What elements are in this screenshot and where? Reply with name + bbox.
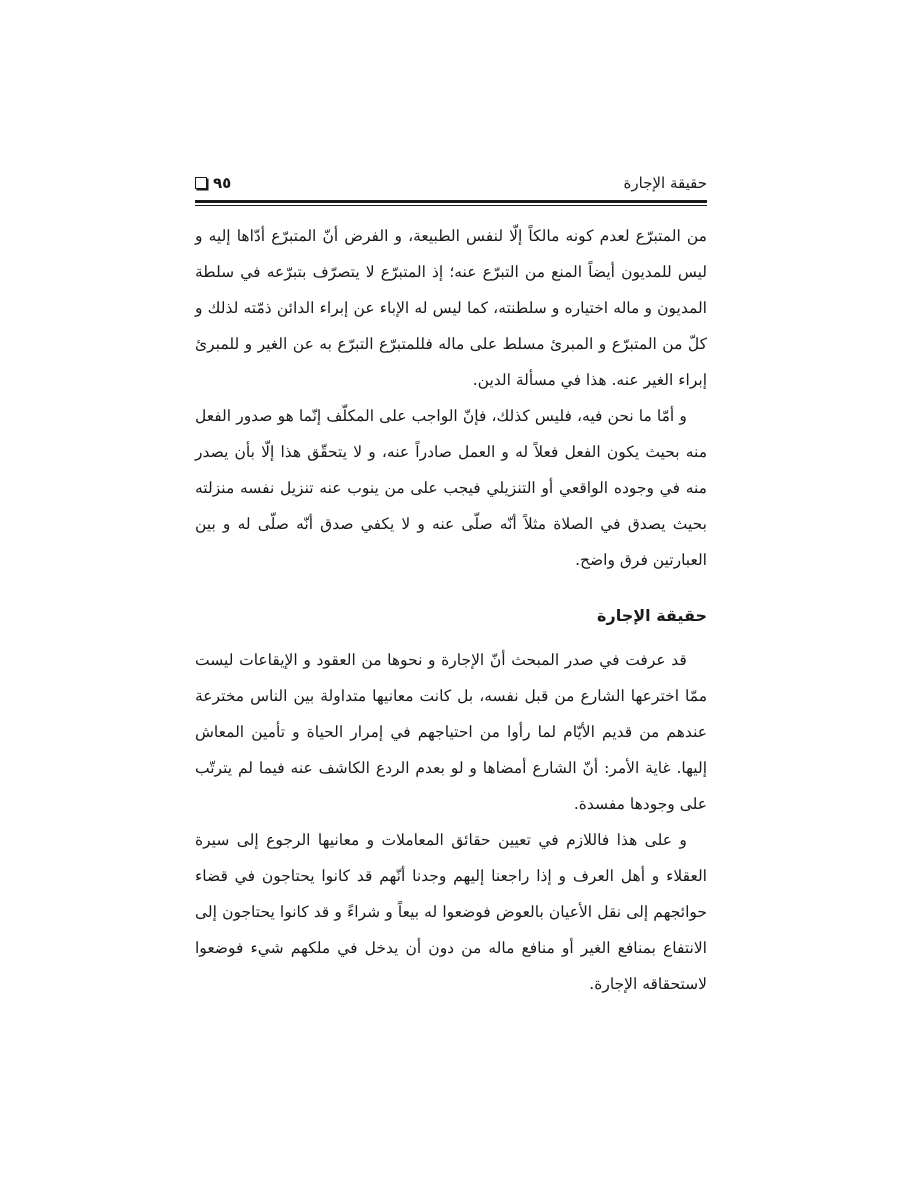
paragraph: من المتبرّع لعدم كونه مالكاً إلّا لنفس الطبيعة، و الفرض أنّ المتبرّع أدّاها إليه و ليس للمديون أيضاً المنع من التبرّع عنه؛ إذ المتبرّع لا يتصرّف بتبرّعه في سلطة المديون و ماله اختياره و سلطنته، كما ليس له الإباء عن إبراء الدائن ذمّته لذلك و كلّ من المتبرّع و المبرئ مسلط على ماله فللمتبرّع التبرّع به عن الغير و للمبرئ إبراء الغير عنه. هذا في مسألة الدين. bbox=[195, 227, 707, 389]
book-page bbox=[195, 168, 707, 1002]
paragraph: و أمّا ما نحن فيه، فليس كذلك، فإنّ الواجب على المكلّف إنّما هو صدور الفعل منه بحيث يكون الفعل فعلاً له و العمل صادراً عنه، و لا يتحقّق هذا إلّا بأن يصدر منه في وجوده الواقعي أو التنزيلي فيجب على من ينوب عنه تنزيل نفسه منزلته بحيث يصدق في الصلاة مثلاً أنّه صلّى عنه و لا يكفي صدق أنّه صلّى له و بين العبارتين فرق واضح. bbox=[195, 407, 707, 569]
paragraph: و على هذا فاللازم في تعيين حقائق المعاملات و معانيها الرجوع إلى سيرة العقلاء و أهل العرف و إذا راجعنا إليهم وجدنا أنّهم قد كانوا يحتاجون في قضاء حوائجهم إلى نقل الأعيان بالعوض فوضعوا له بيعاً و شراءً و قد كانوا يحتاجون إلى الانتفاع بمنافع الغير أو منافع ماله من دون أن يدخل في ملكهم شيء فوضعوا لاستحقاقه الإجارة. bbox=[195, 831, 707, 993]
header-rule-thin bbox=[195, 205, 707, 206]
paragraph: قد عرفت في صدر المبحث أنّ الإجارة و نحوها من العقود و الإيقاعات ليست ممّا اخترعها الشارع من قبل نفسه، بل كانت معانيها متداولة بين الناس مخترعة عندهم من قديم الأيّام لما رأوا من احتياجهم في إمرار الحياة و تأمين المعاش إليها. غاية الأمر: أنّ الشارع أمضاها و لو بعدم الردع الكاشف عنه فيما لم يترتّب على وجودها مفسدة. bbox=[195, 651, 707, 813]
page-number bbox=[195, 174, 231, 192]
square-ornament-icon bbox=[195, 177, 207, 189]
body-text bbox=[195, 218, 707, 1002]
running-header-title: حقيقة الإجارة bbox=[623, 174, 707, 192]
section-heading: حقيقة الإجارة bbox=[597, 606, 707, 625]
header-rule-thick bbox=[195, 200, 707, 203]
running-header bbox=[195, 168, 707, 196]
page-number-label: ٩٥ bbox=[213, 174, 232, 192]
